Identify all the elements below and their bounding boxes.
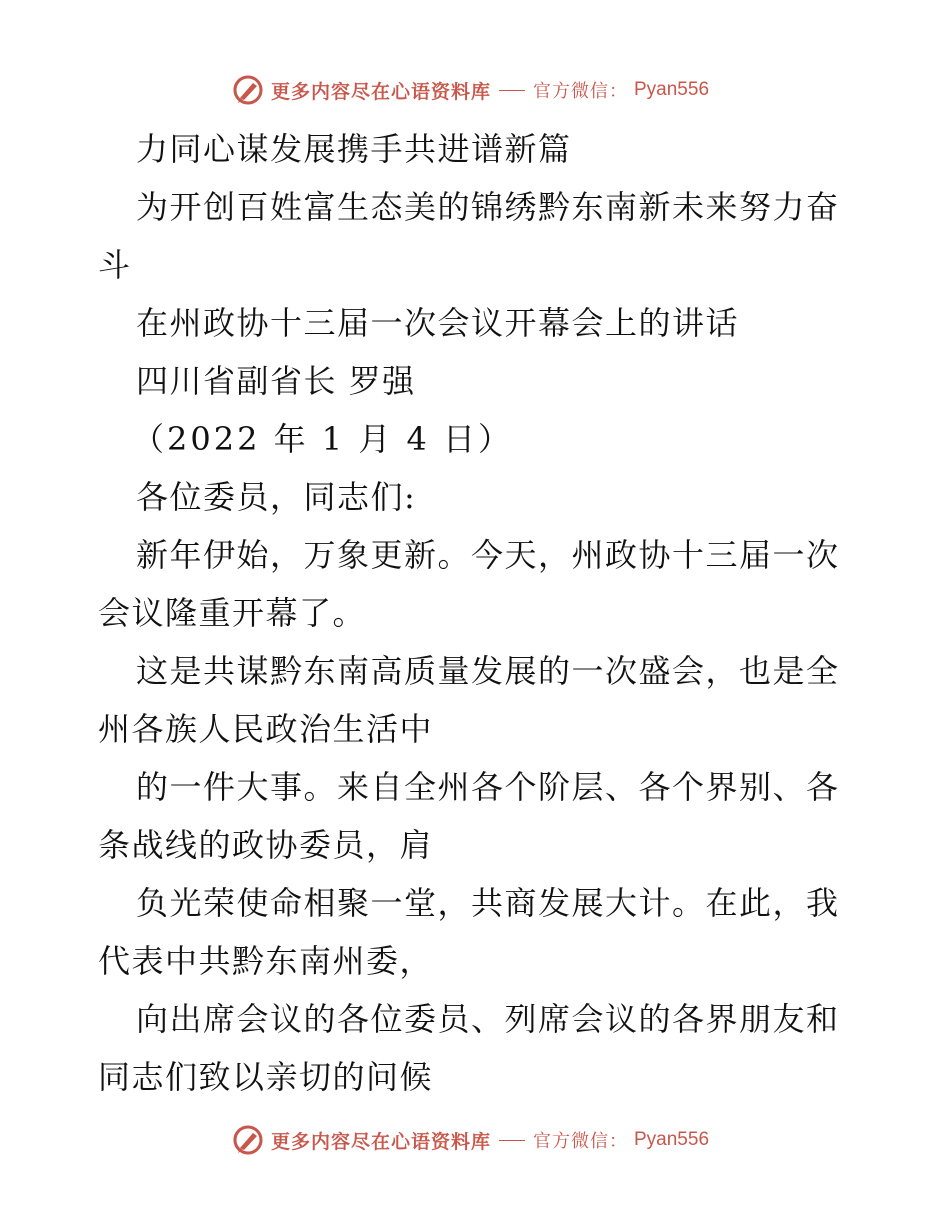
paragraph-line: 条战线的政协委员，肩 bbox=[98, 826, 434, 864]
salutation-line: 各位委员，同志们: bbox=[136, 478, 417, 516]
paragraph-line: 州各族人民政治生活中 bbox=[98, 710, 434, 748]
paragraph-line: 新年伊始，万象更新。今天，州政协十三届一次 bbox=[136, 536, 840, 574]
title-line-2: 为开创百姓富生态美的锦绣黔东南新未来努力奋 bbox=[136, 188, 840, 226]
paragraph-line: 同志们致以亲切的问候 bbox=[98, 1058, 434, 1096]
title-line-1: 力同心谋发展携手共进谱新篇 bbox=[136, 130, 572, 168]
footer-banner-inner[interactable] bbox=[231, 1123, 709, 1157]
title-line-2-cont: 斗 bbox=[98, 246, 132, 284]
pen-logo-icon bbox=[231, 1123, 265, 1157]
banner-dash bbox=[499, 1140, 525, 1141]
paragraph-line: 向出席会议的各位委员、列席会议的各界朋友和 bbox=[136, 1000, 840, 1038]
speaker-line: 四川省副省长 罗强 bbox=[136, 362, 416, 400]
site-name-text: 更多内容尽在心语资料库 bbox=[270, 80, 491, 103]
paragraph-line: 会议隆重开幕了。 bbox=[98, 594, 367, 632]
header-banner bbox=[0, 70, 950, 110]
site-name-text: 更多内容尽在心语资料库 bbox=[270, 1130, 491, 1153]
subtitle-line: 在州政协十三届一次会议开幕会上的讲话 bbox=[136, 304, 740, 342]
date-line: （2022 年 1 月 4 日） bbox=[132, 420, 514, 458]
footer-banner bbox=[0, 1120, 950, 1160]
paragraph-line: 负光荣使命相聚一堂，共商发展大计。在此，我 bbox=[136, 884, 840, 922]
wechat-id: Pyan556 bbox=[634, 1129, 710, 1150]
pen-logo-icon bbox=[231, 73, 265, 107]
document-body bbox=[98, 120, 858, 1106]
paragraph-line: 的一件大事。来自全州各个阶层、各个界别、各 bbox=[136, 768, 840, 806]
wechat-id: Pyan556 bbox=[634, 79, 710, 100]
official-wechat-label: 官方微信： bbox=[533, 81, 628, 102]
banner-dash bbox=[499, 90, 525, 91]
header-banner-inner[interactable] bbox=[231, 73, 709, 107]
official-wechat-label: 官方微信： bbox=[533, 1131, 628, 1152]
paragraph-line: 代表中共黔东南州委， bbox=[98, 942, 434, 980]
paragraph-line: 这是共谋黔东南高质量发展的一次盛会，也是全 bbox=[136, 652, 840, 690]
